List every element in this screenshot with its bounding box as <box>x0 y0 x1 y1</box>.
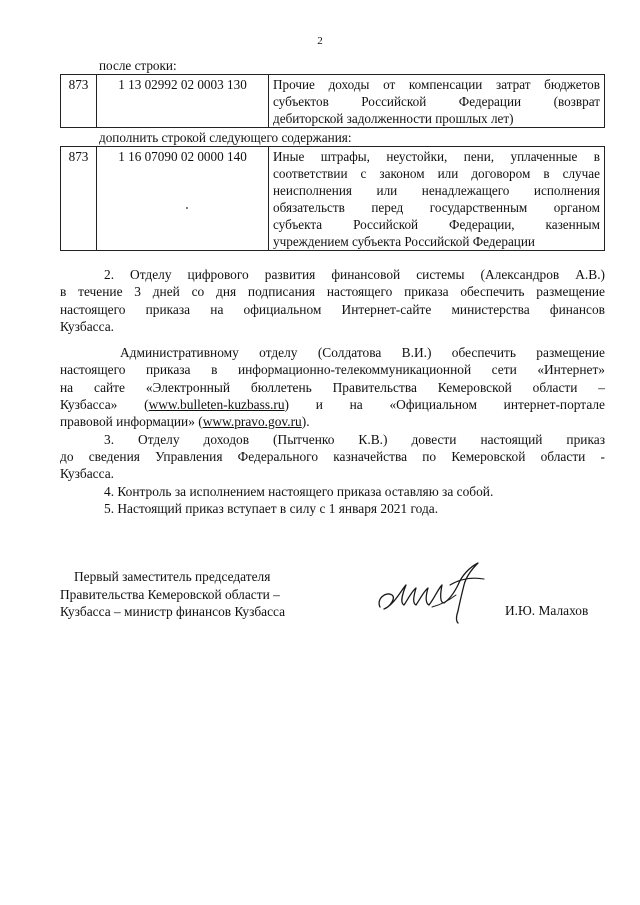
kbk-code-cell: 1 16 07090 02 0000 140 <box>97 147 269 251</box>
paragraph-line <box>60 413 605 430</box>
signatory-title <box>60 568 285 621</box>
description-line: Иные штрафы, неустойки, пени, уплаченные в <box>273 149 600 164</box>
income-description-cell <box>269 147 605 251</box>
paragraph-line: Административному отделу (Солдатова В.И.) обеспечить размещение <box>120 345 605 361</box>
description-line: неисполнения или ненадлежащего исполнения <box>273 183 600 198</box>
signatory-title-line: Первый заместитель председателя <box>74 569 271 584</box>
description-line: субъектов Российской Федерации (возврат <box>273 94 600 109</box>
paragraph-3 <box>60 431 605 483</box>
paragraph-line: настоящего приказа на официальном Интернет-сайте министерства финансов <box>60 301 605 317</box>
description-line: Прочие доходы от компенсации затрат бюджетов <box>273 77 600 92</box>
text-fragment: ). <box>301 414 310 430</box>
pravo-link[interactable]: www.pravo.gov.ru <box>202 414 302 430</box>
scan-speck <box>186 207 188 209</box>
description-line: дебиторской задолженности прошлых лет) <box>273 111 514 126</box>
table-row <box>61 75 605 128</box>
paragraph-admin <box>60 344 605 430</box>
handwritten-signature <box>372 555 492 625</box>
order-body <box>60 266 605 517</box>
signatory-title-line: Кузбасса – министр финансов Кузбасса <box>60 604 286 619</box>
paragraph-line: 2. Отделу цифрового развития финансовой системы (Александров А.В.) <box>104 267 605 282</box>
paragraph-line: на сайте «Электронный бюллетень Правительства Кемеровской области – <box>60 379 605 395</box>
signatory-title-line: Правительства Кемеровской области – <box>60 586 280 602</box>
paragraph-4: 4. Контроль за исполнением настоящего приказа оставляю за собой. <box>104 483 494 499</box>
description-line: соответствии с законом или договором в случае <box>273 166 600 181</box>
bulletin-link[interactable]: www.bulleten-kuzbass.ru <box>148 397 285 413</box>
page-number: 2 <box>317 35 323 47</box>
paragraph-2 <box>60 266 605 335</box>
signer-name: И.Ю. Малахов <box>505 603 589 618</box>
description-line: учреждением субъекта Российской Федерации <box>273 234 535 249</box>
paragraph-line: Кузбасса. <box>60 466 115 482</box>
paragraph-line: Кузбасса. <box>60 318 115 334</box>
description-line: обязательств перед государственным органом <box>273 200 600 215</box>
kbk-table-existing-row <box>60 74 605 128</box>
text-fragment: Кузбасса» <box>60 397 145 413</box>
paragraph-line: в течение 3 дней со дня подписания настоящего приказа обеспечить размещение <box>60 284 605 300</box>
description-line: субъекта Российской Федерации, казенным <box>273 217 600 232</box>
kbk-code-cell: 1 13 02992 02 0003 130 <box>97 75 269 128</box>
table-row <box>61 147 605 251</box>
caption-after-row: после строки: <box>99 58 177 73</box>
paragraph-line: настоящего приказа в информационно-телекоммуникационной сети «Интернет» <box>60 362 605 378</box>
kbk-table-new-row <box>60 146 605 251</box>
admin-code-cell: 873 <box>61 75 97 128</box>
text-fragment: и на «Официальном интернет-портале <box>289 397 606 413</box>
paragraph-line: 3. Отделу доходов (Пытченко К.В.) довести настоящий приказ <box>104 431 605 447</box>
paragraph-5: 5. Настоящий приказ вступает в силу с 1 января 2021 года. <box>104 500 439 516</box>
paragraph-line: до сведения Управления Федерального казначейства по Кемеровской области - <box>60 448 605 464</box>
admin-code-cell: 873 <box>61 147 97 251</box>
paragraph-line: Кузбасса» (www.bulleten-kuzbass.ru) и на «Официальном интернет-портале <box>60 397 606 413</box>
income-description-cell <box>269 75 605 128</box>
caption-add-row: дополнить строкой следующего содержания: <box>99 130 352 145</box>
text-fragment: правовой информации» ( <box>60 414 203 430</box>
